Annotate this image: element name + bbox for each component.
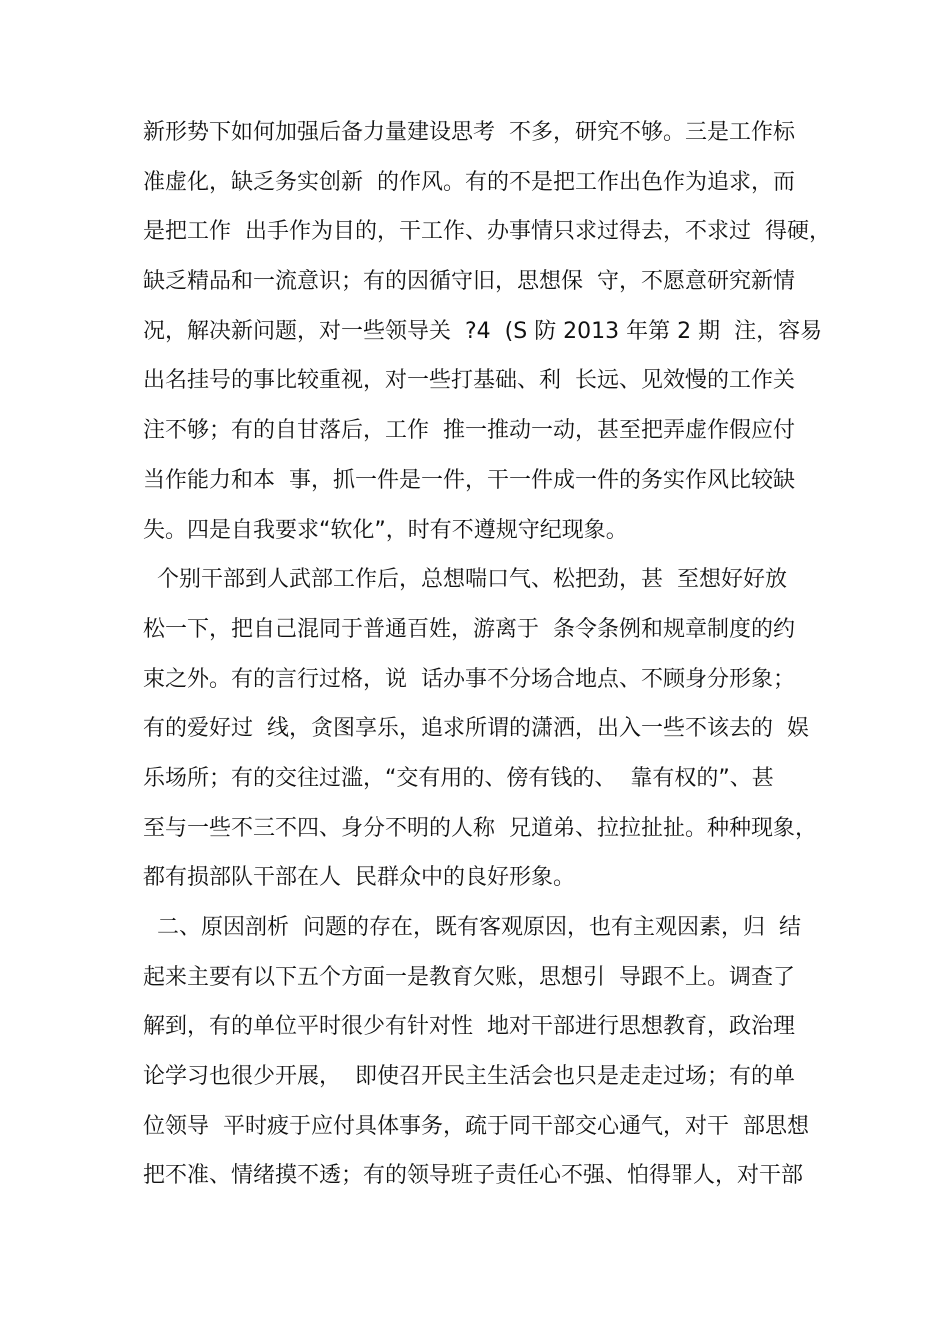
text-line: 况，解决新问题，对一些领导关 ?4 (S 防 2013 年第 2 期 注，容易 — [143, 318, 823, 344]
text-line: 注不够；有的自甘落后，工作 推一推动一动，甚至把弄虚作假应付 — [143, 418, 795, 444]
text-line: 有的爱好过 线，贪图享乐，追求所谓的潇洒，出入一些不该去的 娱 — [143, 716, 809, 742]
text-line: 是把工作 出手作为目的，干工作、办事情只求过得去，不求过 得硬， — [143, 219, 831, 245]
text-line: 二、原因剖析 问题的存在，既有客观原因，也有主观因素，归 结 — [143, 915, 801, 940]
text-line: 当作能力和本 事，抓一件是一件，干一件成一件的务实作风比较缺 — [143, 467, 795, 493]
text-line: 准虚化，缺乏务实创新 的作风。有的不是把工作出色作为追求，而 — [143, 169, 795, 195]
text-line: 乐场所；有的交往过滥，“交有用的、傍有钱的、 靠有权的”、甚 — [143, 765, 774, 791]
text-line: 个别干部到人武部工作后，总想喘口气、松把劲，甚 至想好好放 — [143, 567, 787, 593]
text-line: 失。四是自我要求“软化”，时有不遵规守纪现象。 — [143, 517, 628, 543]
paragraph-3 — [143, 903, 809, 1201]
text-line: 出名挂号的事比较重视，对一些打基础、利 长远、见效慢的工作关 — [143, 368, 795, 394]
text-line: 把不准、情绪摸不透；有的领导班子责任心不强、怕得罪人，对干部 — [143, 1163, 804, 1189]
text-line: 论学习也很少开展， 即使召开民主生活会也只是走走过场；有的单 — [143, 1064, 795, 1090]
paragraph-1 — [143, 108, 831, 555]
text-line: 束之外。有的言行过格，说 话办事不分场合地点、不顾身分形象； — [143, 666, 795, 692]
text-line: 起来主要有以下五个方面一是教育欠账，思想引 导跟不上。调查了 — [143, 964, 795, 990]
text-line: 缺乏精品和一流意识；有的因循守旧，思想保 守，不愿意研究新情 — [143, 269, 795, 295]
paragraph-2 — [143, 555, 817, 903]
text-line: 解到，有的单位平时很少有针对性 地对干部进行思想教育，政治理 — [143, 1014, 795, 1040]
text-line: 至与一些不三不四、身分不明的人称 兄道弟、拉拉扯扯。种种现象， — [143, 815, 817, 841]
text-line: 位领导 平时疲于应付具体事务，疏于同干部交心通气，对干 部思想 — [143, 1113, 809, 1139]
text-line: 新形势下如何加强后备力量建设思考 不多，研究不够。三是工作标 — [143, 120, 795, 145]
document-body — [143, 108, 831, 1201]
text-line: 都有损部队干部在人 民群众中的良好形象。 — [143, 865, 575, 891]
text-line: 松一下，把自己混同于普通百姓，游离于 条令条例和规章制度的约 — [143, 616, 795, 642]
